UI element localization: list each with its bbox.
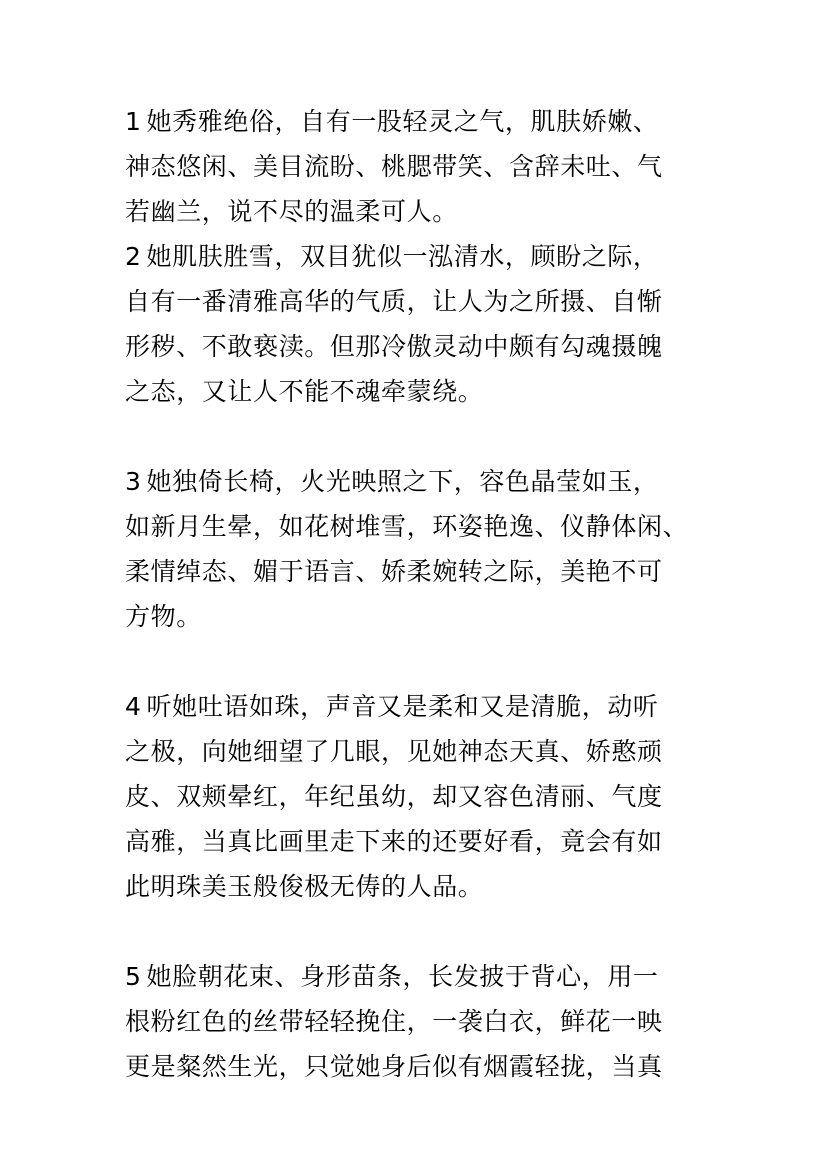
paragraph-2-number: 2 [125, 242, 142, 271]
paragraph-4-line-2: 之极，向她细望了几眼，见她神态天真、娇憨顽 [125, 737, 663, 766]
paragraph-4-number: 4 [125, 692, 142, 721]
paragraph-5-number: 5 [125, 962, 142, 991]
paragraph-1-number: 1 [125, 107, 142, 136]
paragraph-1-line-3: 若幽兰，说不尽的温柔可人。 [125, 197, 458, 226]
paragraph-5-line-1: 5 她脸朝花束、身形苗条，长发披于背心，用一 [125, 962, 659, 991]
paragraph-3-line-2: 如新月生晕，如花树堆雪，环姿艳逸、仪静体闲、 [125, 512, 689, 541]
paragraph-3-line-1: 3 她独倚长椅，火光映照之下，容色晶莹如玉， [125, 467, 659, 496]
paragraph-2-line-3: 形秽、不敢亵渎。但那冷傲灵动中颇有勾魂摄魄 [125, 332, 663, 361]
paragraph-4-line-5: 此明珠美玉般俊极无俦的人品。 [125, 872, 484, 901]
paragraph-4-line-1: 4 听她吐语如珠，声音又是柔和又是清脆，动听 [125, 692, 659, 721]
paragraph-5-line-3: 更是粲然生光，只觉她身后似有烟霞轻拢，当真 [125, 1052, 663, 1081]
paragraph-3-number: 3 [125, 467, 142, 496]
paragraph-1-line-1: 1 她秀雅绝俗，自有一股轻灵之气，肌肤娇嫩、 [125, 107, 659, 136]
paragraph-4-line-4: 高雅，当真比画里走下来的还要好看，竟会有如 [125, 827, 663, 856]
paragraph-2-line-4: 之态，又让人不能不魂牵蒙绕。 [125, 377, 484, 406]
paragraph-2-line-2: 自有一番清雅高华的气质，让人为之所摄、自惭 [125, 287, 663, 316]
paragraph-4-line-3: 皮、双颊晕红，年纪虽幼，却又容色清丽、气度 [125, 782, 663, 811]
paragraph-gap [125, 639, 709, 684]
paragraph-2-line-1: 2 她肌肤胜雪，双目犹似一泓清水，顾盼之际， [125, 242, 659, 271]
text-body [125, 99, 709, 1089]
paragraph-3-line-3: 柔情绰态、媚于语言、娇柔婉转之际，美艳不可 [125, 557, 663, 586]
paragraph-3-line-4: 方物。 [125, 602, 202, 631]
paragraph-1-line-2: 神态悠闲、美目流盼、桃腮带笑、含辞未吐、气 [125, 152, 663, 181]
paragraph-gap [125, 909, 709, 954]
paragraph-5-line-2: 根粉红色的丝带轻轻挽住，一袭白衣，鲜花一映 [125, 1007, 663, 1036]
paragraph-gap [125, 414, 709, 459]
